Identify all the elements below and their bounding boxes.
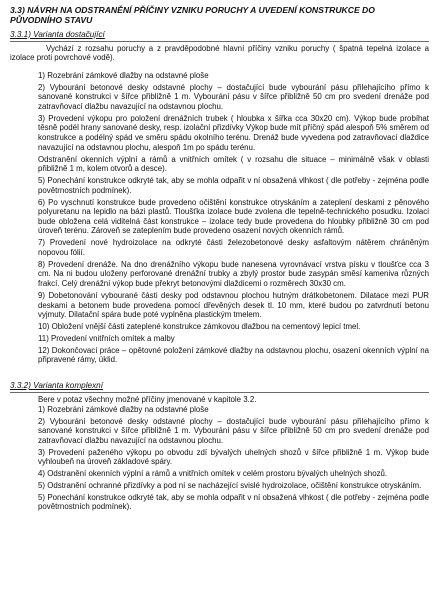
variant2-step: 2) Vybourání betonové desky odstavné plochy – dostačující bude vybourání pásu přilehajícího přímo k sanované konstrukci v šířce přibližně 1 m. Vybourání pásu v šířce přibližně 50 cm pro svedení drenáže pod zatravňovací dlažbu navazující na odstavnou plochu. xyxy=(38,416,429,445)
section-title: 3.3) NÁVRH NA ODSTRANĚNÍ PŘÍČINY VZNIKU PORUCHY A UVEDENÍ KONSTRUKCE DO PŮVODNÍHO STAVU xyxy=(10,5,375,26)
variant1-step: 9) Dobetonování vybourané části desky pod odstavnou plochou hutným drátkobetonem. Dilatace mezi PUR deskami a betonem bude provedena pomocí dřevěných desek tl. 10 mm, které budou po zatvrdnutí betonu vyjmuty. Dilatační spára bude poté vyplněna plastickým tmelem. xyxy=(38,290,429,320)
variant1-steps xyxy=(10,71,429,365)
variant1-step: 7) Provedení nové hydroizolace na odkryté části železobetonové desky asfaltovým nátěrem chráněným nopovou fólií. xyxy=(38,238,429,257)
variant2-intro: Bere v potaz všechny možné příčiny jmenované v kapitole 3.2. xyxy=(38,395,257,405)
variant1-step: 3) Provedení výkopu pro položení drenážních trubek ( hloubka x šířka cca 30x20 cm). Výkop bude probíhat těsně podél hrany sanované desky, resp. izolační přizdívky Výkop bude mít příčný spád alespoň 5% směrem od konstrukce a podélný spád ve směru spádu okolního terénu. Drenáž bude vyvedena pod zatravňovací dlaždice navazující na odstavnou plochu, alespoň 1m po spádu terénu. xyxy=(38,113,429,152)
variant1-step: 8) Provedení drenáže. Na dno drenážního výkopu bude nanesena vyrovnávací vrstva písku v tloušťce cca 3 cm. Na ni budou uloženy perforované drenážní trubky a zbylý prostor bude zasypán směsí kameniva různých frakcí. Celý drenážní výkop bude překryt betonovými dlaždicemi o rozměrech 30x30 cm. xyxy=(38,259,429,289)
variant1-step: 10) Obložení vnější části zateplené konstrukce zámkovou dlažbou na cementový lepicí tmel. xyxy=(38,321,361,331)
variant1-step: 12) Dokončovací práce – opětovné položení zámkové dlažby na odstavnou plochu, osazení okenních výplní na připravené rámy, úklid. xyxy=(38,345,429,365)
variant2-step: 5) Ponechání konstrukce odkryté tak, aby se mohla odpařit v ní obsažená vlhkost ( dle potřeby - zejména podle povětrnostních podmínek). xyxy=(38,492,429,512)
variant1-step: 5) Ponechání konstrukce odkryté tak, aby se mohla odpařit v ní obsažená vlhkost ( dle potřeby - zejména podle povětrnostních podmínek). xyxy=(38,176,429,195)
variant2-step: 1) Rozebrání zámkové dlažby na odstavné ploše xyxy=(38,404,209,414)
variant1-step: 11) Provedení vnitřních omítek a malby xyxy=(38,333,175,343)
variant2-steps xyxy=(10,405,429,512)
variant1-step: 2) Vybourání betonové desky odstavné plochy – dostačující bude vybourání pásu přilehajícího přímo k sanované konstrukci v šířce přibližně 1 m. Vybourání pásu v šířce přibližně 50 cm pro svedení drenáže pod zatravňovací dlažbu navazující na odstavnou plochu. xyxy=(38,82,429,112)
variant1-intro: Vychází z rozsahu poruchy a z pravděpodobné hlavní příčiny vzniku poruchy ( špatná tepelná izolace a izolace proti povrchové vodě). xyxy=(10,43,429,63)
variant2-step: 5) Odstranění ochranné přizdívky a pod ní se nacházející svislé hydroizolace, očištění konstrukce otryskáním. xyxy=(38,480,422,490)
variant2-step: 4) Odstranění okenních výplní a rámů a vnitřních omítek v celém prostoru bývalých uhelných shozů. xyxy=(38,469,388,479)
variant2-step: 3) Provedení paženého výkopu po obvodu zdí bývalých uhelných shozů v šířce přibližně 1 m. Výkop bude vyhloubeň na úroveň základové spáry. xyxy=(38,447,429,467)
variant1-step: 6) Po vyschnutí konstrukce bude provedeno očištění konstrukce otryskáním a zateplení deskami z pěnového polyuretanu na lepidlo na bázi plastů. Tloušťka izolace bude zvolena dle tepelně-technického posudku. Izolaci bude obložena celá viditelná část konstrukce – izolace tedy bude provedena do hloubky přibližně 30 cm pod úroveň terénu. Zároveň se zateplením bude provedeno osazení nových okenních rámů. xyxy=(38,197,429,236)
variant2-heading: 3.3.2) Varianta komplexní xyxy=(10,381,429,393)
variant1-heading: 3.3.1) Varianta dostačující xyxy=(10,30,429,42)
variant1-step: Odstranění okenních výplní a rámů a vnitřních omítek ( v rozsahu dle situace – minimálně však v oblasti přibližně 1 m, kolem otvorů a desce). xyxy=(38,154,429,174)
variant1-step: 1) Rozebrání zámkové dlažby na odstavné ploše xyxy=(38,70,209,80)
